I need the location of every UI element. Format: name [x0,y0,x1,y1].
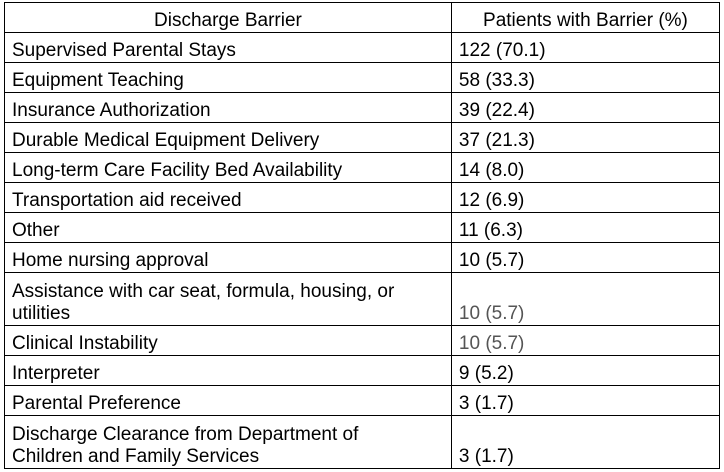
table-row [5,93,720,123]
barrier-cell: Insurance Authorization [5,93,452,123]
table-row [5,243,720,273]
table-row [5,63,720,93]
table-header-row [5,3,720,33]
table-row [5,213,720,243]
barrier-cell: Long-term Care Facility Bed Availability [5,153,452,183]
value-cell: 9 (5.2) [451,356,719,386]
value-cell: 39 (22.4) [451,93,719,123]
barrier-text: Discharge Clearance from Department of Children and Family Services [12,424,359,467]
table-row [5,123,720,153]
table-row [5,356,720,386]
barrier-cell: Other [5,213,452,243]
barrier-cell: Transportation aid received [5,183,452,213]
column-header-barrier: Discharge Barrier [5,3,452,33]
value-cell: 10 (5.7) [451,273,719,326]
value-cell: 12 (6.9) [451,183,719,213]
table-row [5,273,720,326]
value-cell: 3 (1.7) [451,416,719,469]
table-row [5,153,720,183]
value-cell: 11 (6.3) [451,213,719,243]
barrier-cell: Equipment Teaching [5,63,452,93]
barrier-cell [5,416,452,469]
barrier-cell [5,273,452,326]
table-row [5,386,720,416]
barrier-cell: Home nursing approval [5,243,452,273]
barrier-cell: Clinical Instability [5,326,452,356]
barrier-cell: Durable Medical Equipment Delivery [5,123,452,153]
value-cell: 14 (8.0) [451,153,719,183]
value-cell: 3 (1.7) [451,386,719,416]
table-row [5,326,720,356]
table-row [5,183,720,213]
table-row [5,416,720,469]
value-cell: 122 (70.1) [451,33,719,63]
discharge-barriers-table [4,2,720,469]
value-cell: 10 (5.7) [451,326,719,356]
column-header-patients: Patients with Barrier (%) [451,3,719,33]
barrier-cell: Interpreter [5,356,452,386]
barrier-cell: Parental Preference [5,386,452,416]
table-row [5,33,720,63]
value-cell: 10 (5.7) [451,243,719,273]
barrier-cell: Supervised Parental Stays [5,33,452,63]
value-cell: 37 (21.3) [451,123,719,153]
value-cell: 58 (33.3) [451,63,719,93]
barrier-text: Assistance with car seat, formula, housing, or utilities [12,281,395,324]
